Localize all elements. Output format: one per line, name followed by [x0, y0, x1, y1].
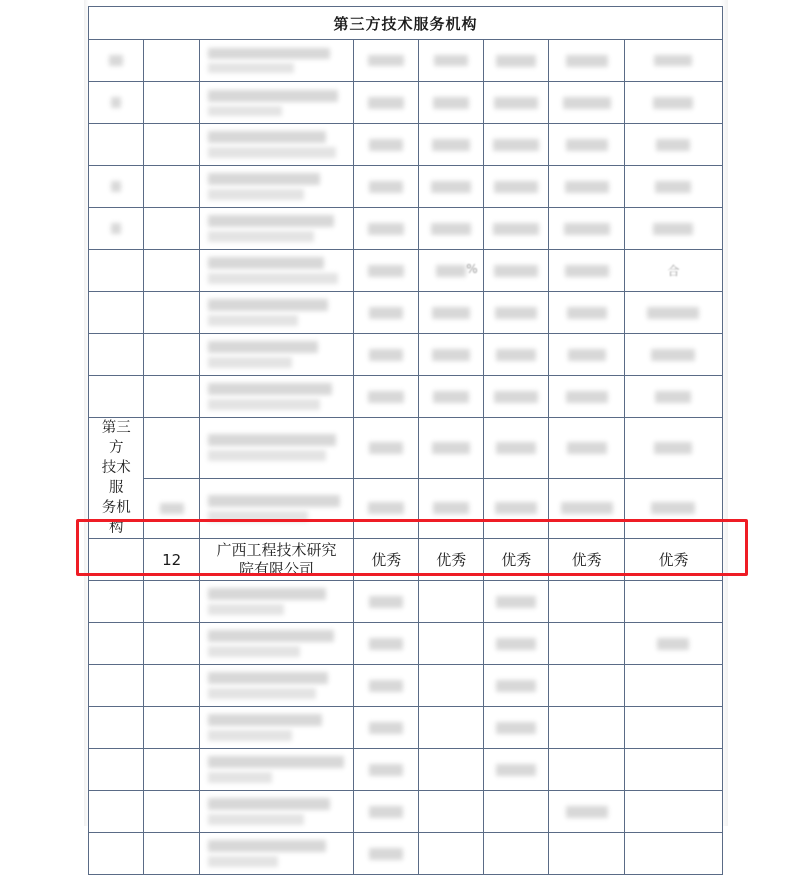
row-group-cell: [89, 581, 144, 623]
row-group-cell: [89, 250, 144, 292]
row-score-cell: [624, 418, 722, 479]
row-score-cell: [354, 250, 419, 292]
row-score-cell: [419, 623, 484, 665]
row-score-cell: [624, 208, 722, 250]
row-score-cell: [624, 124, 722, 166]
row-score-cell: [549, 833, 625, 875]
table-row: [89, 833, 723, 875]
row-name-cell: [199, 707, 354, 749]
row-index-cell: [144, 623, 199, 665]
row-score-cell: [419, 292, 484, 334]
row-score-cell: [549, 478, 625, 539]
row-name-cell: [199, 665, 354, 707]
row-score-cell: [549, 40, 625, 82]
row-name-cell: [199, 418, 354, 479]
row-score-cell: [484, 707, 549, 749]
table-row: [89, 292, 723, 334]
row-score-cell: [354, 124, 419, 166]
evaluation-table: [88, 6, 723, 875]
highlighted-row-score-4: 优秀: [549, 539, 625, 581]
row-group-cell: [89, 292, 144, 334]
row-score-cell: [419, 581, 484, 623]
row-score-cell: [549, 665, 625, 707]
row-score-cell: [624, 623, 722, 665]
row-score-cell: [484, 418, 549, 479]
highlighted-row-name: [199, 539, 354, 581]
highlighted-row-index: 12: [144, 539, 199, 581]
row-name-cell: [199, 334, 354, 376]
table-row: [89, 478, 723, 539]
row-index-cell: [144, 250, 199, 292]
row-score-cell: [484, 166, 549, 208]
table-row: [89, 376, 723, 418]
row-group-cell: [89, 749, 144, 791]
row-score-cell: [419, 791, 484, 833]
row-score-cell: [624, 250, 722, 292]
row-score-cell: [484, 208, 549, 250]
row-score-cell: [484, 376, 549, 418]
row-score-cell: [624, 166, 722, 208]
row-score-cell: [419, 665, 484, 707]
row-score-cell: [354, 581, 419, 623]
row-score-cell: [624, 82, 722, 124]
row-group-cell: [89, 40, 144, 82]
row-score-cell: [419, 418, 484, 479]
row-index-cell: [144, 418, 199, 479]
row-group-cell: [89, 539, 144, 581]
row-index-cell: [144, 124, 199, 166]
row-score-cell: [354, 292, 419, 334]
scan-artifact-percent: %: [466, 262, 478, 276]
row-score-cell: [419, 40, 484, 82]
row-name-cell: [199, 40, 354, 82]
row-index-cell: [144, 334, 199, 376]
row-group-cell: [89, 166, 144, 208]
table-row: [89, 418, 723, 479]
highlighted-row-name-line1: 广西工程技术研究: [216, 540, 337, 559]
row-score-cell: [419, 334, 484, 376]
row-score-cell: [549, 791, 625, 833]
row-score-cell: [549, 623, 625, 665]
table-row: [89, 208, 723, 250]
row-score-cell: [354, 833, 419, 875]
row-group-cell: [89, 791, 144, 833]
row-score-cell: [484, 623, 549, 665]
row-name-cell: [199, 623, 354, 665]
row-group-label-cell: [89, 418, 144, 539]
row-score-cell: [624, 581, 722, 623]
row-index-cell: [144, 166, 199, 208]
group-label: 第三方 技术服 务机构: [101, 420, 131, 536]
table-row: [89, 791, 723, 833]
row-group-cell: [89, 665, 144, 707]
row-group-cell: [89, 82, 144, 124]
row-score-cell: [354, 418, 419, 479]
highlighted-row-score-3: 优秀: [484, 539, 549, 581]
row-group-cell: [89, 334, 144, 376]
row-name-cell: [199, 292, 354, 334]
highlighted-row-score-1: 优秀: [354, 539, 419, 581]
table-row: [89, 749, 723, 791]
table-row: [89, 665, 723, 707]
row-group-cell: [89, 124, 144, 166]
row-score-cell: [549, 334, 625, 376]
row-score-cell: [624, 376, 722, 418]
row-score-cell: [354, 749, 419, 791]
row-name-cell: [199, 166, 354, 208]
row-score-cell: [624, 749, 722, 791]
row-score-cell: [354, 40, 419, 82]
row-group-cell: [89, 707, 144, 749]
row-name-cell: [199, 82, 354, 124]
row-score-cell: [624, 791, 722, 833]
row-score-cell: [484, 478, 549, 539]
row-score-cell: [419, 478, 484, 539]
highlighted-table-row: [89, 539, 723, 581]
row-score-cell: [419, 208, 484, 250]
table-row: [89, 250, 723, 292]
table-row: [89, 40, 723, 82]
row-score-cell: [484, 82, 549, 124]
highlighted-row-score-5: 优秀: [624, 539, 722, 581]
row-score-cell: [624, 833, 722, 875]
row-name-cell: [199, 376, 354, 418]
row-group-cell: [89, 833, 144, 875]
row-score-cell: [354, 334, 419, 376]
row-score-cell: [549, 124, 625, 166]
row-name-cell: [199, 791, 354, 833]
row-score-cell: [484, 124, 549, 166]
row-score-cell: [354, 791, 419, 833]
scan-artifact-he: 合: [667, 263, 680, 278]
table-row: [89, 166, 723, 208]
row-score-cell: [354, 623, 419, 665]
row-score-cell: [484, 334, 549, 376]
row-score-cell: [624, 292, 722, 334]
row-index-cell: [144, 376, 199, 418]
row-score-cell: [624, 334, 722, 376]
row-score-cell: [354, 82, 419, 124]
row-name-cell: [199, 833, 354, 875]
row-score-cell: [624, 707, 722, 749]
row-index-cell: [144, 707, 199, 749]
row-name-cell: [199, 124, 354, 166]
row-score-cell: [549, 749, 625, 791]
row-index-cell: [144, 833, 199, 875]
row-score-cell: [624, 665, 722, 707]
row-score-cell: [624, 40, 722, 82]
row-score-cell: [624, 478, 722, 539]
table-row: [89, 82, 723, 124]
row-score-cell: [354, 478, 419, 539]
row-score-cell: [419, 166, 484, 208]
row-score-cell: [354, 665, 419, 707]
row-name-cell: [199, 478, 354, 539]
row-score-cell: [484, 40, 549, 82]
row-score-cell: [419, 376, 484, 418]
row-group-cell: [89, 623, 144, 665]
row-score-cell: [484, 749, 549, 791]
row-score-cell: [419, 250, 484, 292]
table-row: [89, 334, 723, 376]
row-score-cell: [549, 166, 625, 208]
row-score-cell: [419, 707, 484, 749]
row-name-cell: [199, 749, 354, 791]
row-score-cell: [419, 124, 484, 166]
row-index-cell: [144, 292, 199, 334]
row-index-cell: [144, 581, 199, 623]
row-score-cell: [354, 166, 419, 208]
row-score-cell: [549, 376, 625, 418]
row-score-cell: [354, 376, 419, 418]
row-score-cell: [354, 208, 419, 250]
row-score-cell: [484, 665, 549, 707]
row-index-cell: [144, 478, 199, 539]
row-index-cell: [144, 665, 199, 707]
row-score-cell: [484, 250, 549, 292]
table-row: [89, 124, 723, 166]
row-score-cell: [549, 292, 625, 334]
row-index-cell: [144, 208, 199, 250]
table-row: [89, 581, 723, 623]
row-score-cell: [549, 418, 625, 479]
row-group-cell: [89, 376, 144, 418]
row-score-cell: [419, 82, 484, 124]
table-title: 第三方技术服务机构: [89, 7, 723, 40]
row-name-cell: [199, 581, 354, 623]
table-row: [89, 707, 723, 749]
row-name-cell: [199, 208, 354, 250]
row-index-cell: [144, 749, 199, 791]
row-index-cell: [144, 40, 199, 82]
highlighted-row-name-line2: 院有限公司: [239, 559, 315, 578]
row-score-cell: [484, 292, 549, 334]
row-name-cell: [199, 250, 354, 292]
row-index-cell: [144, 791, 199, 833]
table-row: [89, 623, 723, 665]
row-index-cell: [144, 82, 199, 124]
row-score-cell: [419, 749, 484, 791]
row-score-cell: [354, 707, 419, 749]
row-score-cell: [419, 833, 484, 875]
row-score-cell: [549, 250, 625, 292]
row-score-cell: [484, 581, 549, 623]
table-title-row: [89, 7, 723, 40]
row-score-cell: [549, 707, 625, 749]
row-score-cell: [549, 82, 625, 124]
row-score-cell: [484, 833, 549, 875]
highlighted-row-score-2: 优秀: [419, 539, 484, 581]
row-group-cell: [89, 208, 144, 250]
row-score-cell: [484, 791, 549, 833]
row-score-cell: [549, 208, 625, 250]
row-score-cell: [549, 581, 625, 623]
